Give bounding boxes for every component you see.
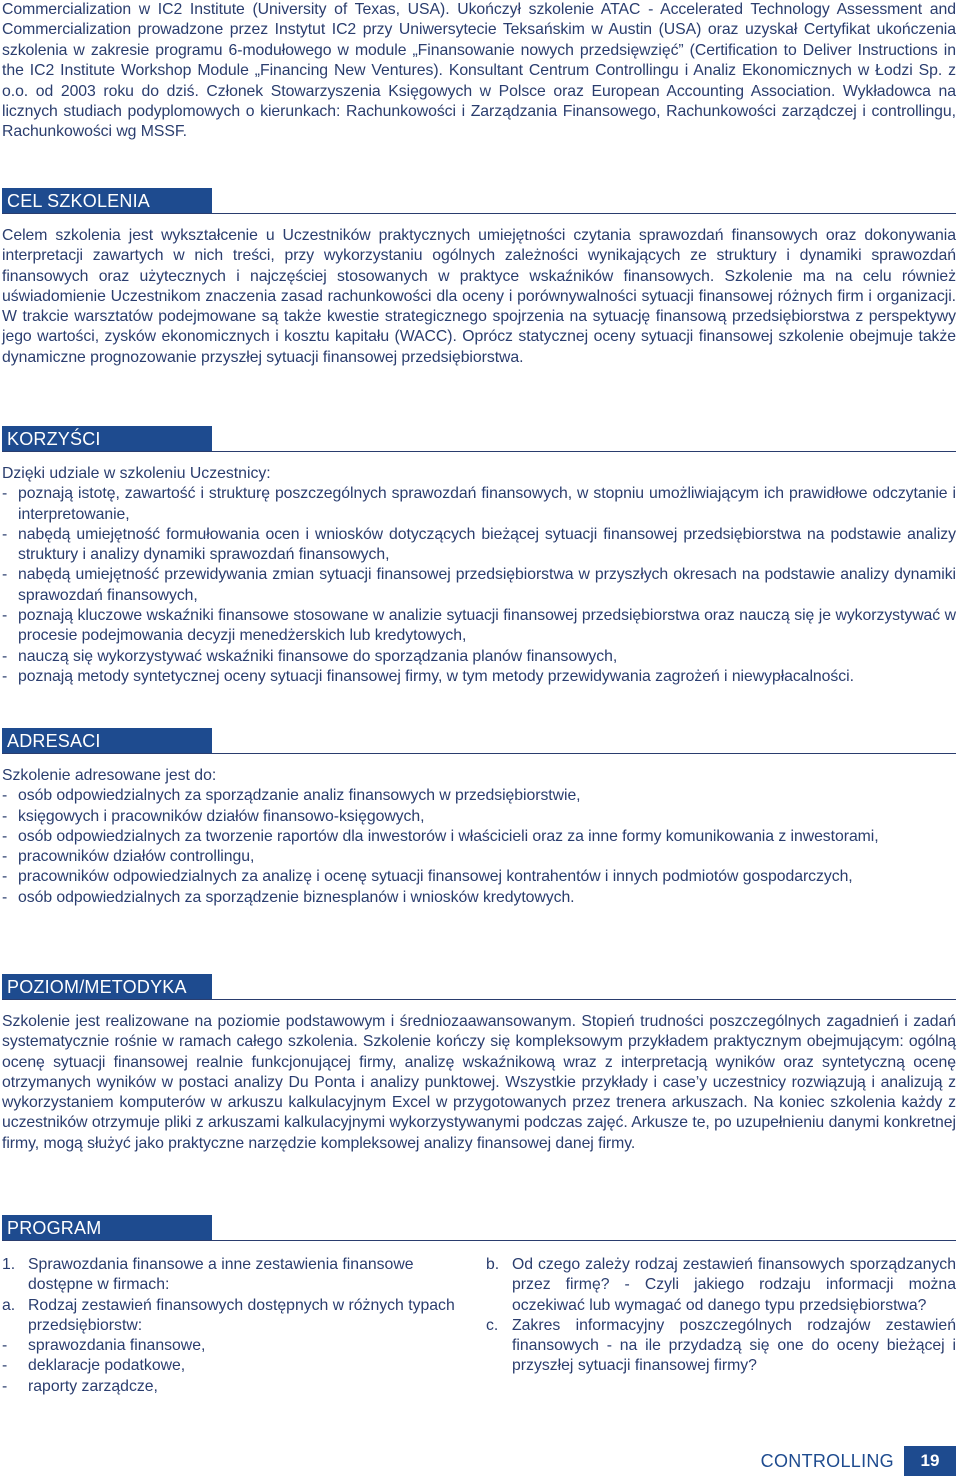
item-marker: c. — [486, 1316, 499, 1334]
program-item — [486, 1316, 956, 1377]
adresaci-intro: Szkolenie adresowane jest do: — [2, 767, 217, 784]
list-item: - nabędą umiejętność przewidywania zmian sytuacji finansowej przedsiębiorstwa w przyszłych okresach na podstawie analizy dynamiki sprawozdań finansowych, — [2, 565, 956, 606]
bio-paragraph: Commercialization w IC2 Institute (University of Texas, USA). Ukończył szkolenie ATAC - Accelerated Technology Assessment and Commercialization prowadzone przez Instytut IC2 przy Uniwersytecie Teksańskim w Austin (USA) oraz uzyskał Certyfikat ukończenia szkolenia w zakresie programu 6-modułowego w module „Finansowanie nowych przedsięwzięć” (Certification to Deliver Instructions in the IC2 Institute Workshop Module „Financing New Ventures). Konsultant Centrum Controllingu i Analiz Ekonomicznych w Łodzi Sp. z o.o. od 2003 roku do dziś. Członek Stowarzyszenia Księgowych w Polsce oraz European Accounting Association. Wykładowca na licznych studiach podyplomowych o kierunkach: Rachunkowości i Zarządzania Finansowego, Rachunkowości zarządczej i controllingu, Rachunkowości wg MSSF. — [2, 1, 956, 141]
section-title: KORZYŚCI — [2, 426, 212, 451]
program-item — [2, 1356, 472, 1376]
list-item: - osób odpowiedzialnych za sporządzenie biznesplanów i wniosków kredytowych. — [2, 888, 956, 908]
section-cel — [2, 188, 956, 368]
item-marker: b. — [486, 1256, 500, 1273]
list-item: - księgowych i pracowników działów finansowo-księgowych, — [2, 807, 956, 827]
footer-label: CONTROLLING — [760, 1450, 894, 1471]
list-item: - poznają istotę, zawartość i strukturę poszczególnych sprawozdań finansowych, w stopniu umożliwiającym ich prawidłowe odczytanie i interpretowanie, — [2, 484, 956, 525]
section-header — [2, 188, 956, 214]
program-item — [2, 1336, 472, 1356]
list-item: - nauczą się wykorzystywać wskaźniki finansowe do sporządzania planów finansowych, — [2, 647, 956, 667]
item-marker: - — [2, 1357, 8, 1375]
page-number: 19 — [904, 1446, 956, 1476]
item-marker: a. — [2, 1296, 16, 1314]
korzysci-list — [2, 484, 956, 687]
korzysci-intro: Dzięki udziale w szkoleniu Uczestnicy: — [2, 465, 271, 482]
section-header — [2, 728, 956, 754]
list-item: - poznają metody syntetycznej oceny sytuacji finansowej firmy, w tym metody przewidywania zagrożeń i niewypłacalności. — [2, 667, 956, 687]
section-header — [2, 974, 956, 1000]
page-footer — [761, 1446, 956, 1476]
item-marker: - — [2, 1337, 8, 1355]
section-program — [2, 1215, 956, 1397]
cel-paragraph: Celem szkolenia jest wykształcenie u Uczestników praktycznych umiejętności czytania sprawozdań finansowych oraz dokonywania interpretacji zawartych w nich treści, przy wykorzystaniu ogólnych zależności wynikających ze struktury i dynamiki sprawozdań finansowych oraz użytecznych i najczęściej stosowanych w praktyce wskaźników finansowych. Szkolenie ma na celu również uświadomienie Uczestnikom znaczenia zasad rachunkowości dla oceny i porównywalności sytuacji finansowej różnych firm i organizacji. W trakcie warsztatów podejmowane są także kwestie strategicznego spojrzenia na sytuację finansową przedsiębiorstwa z perspektywy jego wartości, zysków ekonomicznych i kosztu kapitału (WACC). Oprócz statycznej oceny sytuacji finansowej szkolenie obejmuje także dynamiczne prognozowanie przyszłej sytuacji finansowej przedsiębiorstwa. — [2, 227, 956, 366]
list-item: - nabędą umiejętność formułowania ocen i wniosków dotyczących bieżącej sytuacji finansowej przedsiębiorstwa na podstawie analizy struktury i analizy dynamiki sprawozdań finansowych, — [2, 525, 956, 566]
section-header — [2, 1215, 956, 1241]
item-marker: - — [2, 1377, 8, 1395]
program-item — [2, 1255, 472, 1296]
list-item: - osób odpowiedzialnych za tworzenie raportów dla inwestorów i właścicieli oraz za inne formy komunikowania z inwestorami, — [2, 827, 956, 847]
section-poziom — [2, 974, 956, 1154]
item-text: Zakres informacyjny poszczególnych rodzajów zestawień finansowych - na ile przydadzą się one do oceny bieżącej i przyszłej sytuacji finansowej firmy? — [512, 1316, 956, 1375]
item-text: Sprawozdania finansowe a inne zestawienia finansowe dostępne w firmach: — [28, 1256, 414, 1294]
program-columns — [2, 1255, 956, 1397]
section-korzysci — [2, 426, 956, 687]
item-text: sprawozdania finansowe, — [28, 1337, 206, 1355]
list-item: - poznają kluczowe wskaźniki finansowe stosowane w analizie sytuacji finansowej przedsiębiorstwa oraz nauczą się je wykorzystywać w procesie podejmowania decyzji menedżerskich lub kredytowych, — [2, 606, 956, 647]
item-text: Rodzaj zestawień finansowych dostępnych w różnych typach przedsiębiorstw: — [28, 1296, 455, 1334]
section-header — [2, 426, 956, 452]
item-text: Od czego zależy rodzaj zestawień finansowych sporządzanych przez firmę? - Czyli jakiego rodzaju informacji można oczekiwać lub wymagać od danego typu przedsiębiorstwa? — [512, 1256, 956, 1314]
program-item — [2, 1296, 472, 1337]
list-item: - pracowników działów controllingu, — [2, 847, 956, 867]
item-text: raporty zarządcze, — [28, 1377, 158, 1395]
section-title: POZIOM/METODYKA — [2, 974, 212, 999]
program-item — [2, 1377, 472, 1397]
section-adresaci — [2, 728, 956, 908]
item-marker: 1. — [2, 1256, 16, 1273]
program-left-column — [2, 1255, 472, 1397]
item-text: deklaracje podatkowe, — [28, 1357, 186, 1375]
program-right-column — [486, 1255, 956, 1397]
section-title: CEL SZKOLENIA — [2, 188, 212, 213]
adresaci-list — [2, 786, 956, 908]
section-title: PROGRAM — [2, 1215, 212, 1240]
list-item: - osób odpowiedzialnych za sporządzanie analiz finansowych w przedsiębiorstwie, — [2, 786, 956, 806]
poziom-paragraph: Szkolenie jest realizowane na poziomie podstawowym i średniozaawansowanym. Stopień trudności poszczególnych zagadnień i zadań systematycznie rośnie w ramach całego szkolenia. Szkolenie kończy się kompleksowym przykładem praktycznym obejmującym: ogólną ocenę sytuacji finansowej realnie funkcjonującej firmy, analizę wskaźnikową wraz z interpretacją wyników oraz syntetyczną ocenę otrzymanych wyników w postaci analizy Du Ponta i analizy punktowej. Wszystkie przykłady i case’y uczestnicy rozwiązują i analizują z wykorzystaniem komputerów w arkuszu kalkulacyjnym Excel w przygotowanych przez trenera arkuszach. Na koniec szkolenia każdy z uczestników otrzymuje pliki z arkuszami kalkulacyjnymi wykorzystywanymi podczas zajęć. Arkusze te, po uzupełnieniu danymi konkretnej firmy, mogą służyć jako praktyczne narzędzie kompleksowej analizy finansowej danej firmy. — [2, 1013, 956, 1152]
section-title: ADRESACI — [2, 728, 212, 753]
program-item — [486, 1255, 956, 1316]
list-item: - pracowników odpowiedzialnych za analizę i ocenę sytuacji finansowej kontrahentów i innych podmiotów gospodarczych, — [2, 867, 956, 887]
